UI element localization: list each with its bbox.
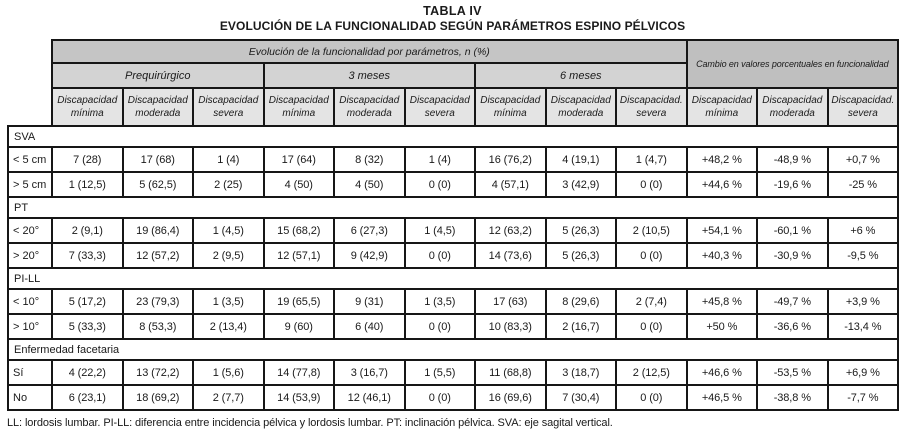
table-row (8, 360, 898, 385)
col-header: Discapacidad mínima (52, 88, 123, 126)
data-cell: 1 (5,6) (193, 360, 264, 385)
data-cell: 16 (69,6) (475, 385, 546, 410)
data-cell: 4 (50) (264, 172, 335, 197)
data-cell: 4 (50) (334, 172, 405, 197)
data-cell: 2 (16,7) (546, 314, 617, 339)
data-cell: 0 (0) (616, 243, 687, 268)
data-cell: 10 (83,3) (475, 314, 546, 339)
data-cell: 0 (0) (405, 385, 476, 410)
data-cell: 17 (68) (123, 147, 194, 172)
col-header: Discapacidad. severa (616, 88, 687, 126)
row-label: Sí (8, 360, 52, 385)
data-cell: 5 (26,3) (546, 243, 617, 268)
section-label: SVA (8, 126, 898, 147)
data-cell: -48,9 % (757, 147, 828, 172)
section-row (8, 126, 898, 147)
col-header: Discapacidad severa (193, 88, 264, 126)
data-cell: 14 (73,6) (475, 243, 546, 268)
data-cell: 1 (4) (193, 147, 264, 172)
data-cell: 16 (76,2) (475, 147, 546, 172)
data-cell: 14 (77,8) (264, 360, 335, 385)
data-cell: 2 (9,5) (193, 243, 264, 268)
data-cell: 2 (9,1) (52, 218, 123, 243)
data-cell: 5 (33,3) (52, 314, 123, 339)
data-cell: 5 (26,3) (546, 218, 617, 243)
col-header: Discapacidad severa (405, 88, 476, 126)
header-row-groups (8, 40, 898, 63)
data-cell: 6 (27,3) (334, 218, 405, 243)
section-label: PT (8, 197, 898, 218)
table-body (8, 126, 898, 410)
row-label: No (8, 385, 52, 410)
data-cell: 8 (29,6) (546, 289, 617, 314)
data-cell: +6,9 % (828, 360, 899, 385)
data-cell: 1 (4,5) (405, 218, 476, 243)
data-cell: 19 (86,4) (123, 218, 194, 243)
data-cell: 8 (53,3) (123, 314, 194, 339)
period-header-3-meses: 3 meses (264, 63, 476, 88)
data-cell: 0 (0) (616, 172, 687, 197)
data-cell: 0 (0) (405, 314, 476, 339)
data-cell: 2 (10,5) (616, 218, 687, 243)
data-cell: 17 (63) (475, 289, 546, 314)
data-cell: 14 (53,9) (264, 385, 335, 410)
data-cell: +0,7 % (828, 147, 899, 172)
section-label: PI-LL (8, 268, 898, 289)
table-row (8, 289, 898, 314)
row-label: < 5 cm (8, 147, 52, 172)
corner-blank (8, 88, 52, 126)
row-label: > 5 cm (8, 172, 52, 197)
data-cell: 12 (63,2) (475, 218, 546, 243)
data-cell: -36,6 % (757, 314, 828, 339)
data-cell: -49,7 % (757, 289, 828, 314)
subheader-row (8, 88, 898, 126)
data-cell: 5 (17,2) (52, 289, 123, 314)
data-cell: +46,5 % (687, 385, 758, 410)
data-cell: 3 (18,7) (546, 360, 617, 385)
data-cell: 1 (3,5) (193, 289, 264, 314)
data-cell: 2 (25) (193, 172, 264, 197)
table-row (8, 385, 898, 410)
table-row (8, 147, 898, 172)
data-cell: 6 (40) (334, 314, 405, 339)
table-row (8, 172, 898, 197)
data-cell: 9 (31) (334, 289, 405, 314)
table-header (8, 40, 898, 126)
section-label: Enfermedad facetaria (8, 339, 898, 360)
data-cell: 4 (19,1) (546, 147, 617, 172)
data-cell: 2 (13,4) (193, 314, 264, 339)
data-cell: -53,5 % (757, 360, 828, 385)
data-cell: +46,6 % (687, 360, 758, 385)
table-row (8, 243, 898, 268)
section-row (8, 197, 898, 218)
data-cell: -38,8 % (757, 385, 828, 410)
col-header: Discapacidad moderada (757, 88, 828, 126)
data-cell: 1 (4,5) (193, 218, 264, 243)
table-row (8, 218, 898, 243)
col-header: Discapacidad moderada (334, 88, 405, 126)
data-cell: 0 (0) (616, 314, 687, 339)
data-cell: 19 (65,5) (264, 289, 335, 314)
data-cell: 6 (23,1) (52, 385, 123, 410)
data-cell: 2 (7,7) (193, 385, 264, 410)
col-header: Discapacidad moderada (123, 88, 194, 126)
col-header: Discapacidad mínima (475, 88, 546, 126)
data-cell: +3,9 % (828, 289, 899, 314)
data-cell: +50 % (687, 314, 758, 339)
data-cell: 9 (42,9) (334, 243, 405, 268)
data-cell: +48,2 % (687, 147, 758, 172)
data-cell: 7 (30,4) (546, 385, 617, 410)
data-cell: 4 (57,1) (475, 172, 546, 197)
table-number: TABLA IV (423, 4, 482, 18)
data-cell: 12 (57,1) (264, 243, 335, 268)
data-cell: 13 (72,2) (123, 360, 194, 385)
period-header-6-meses: 6 meses (475, 63, 687, 88)
corner-blank (8, 40, 52, 63)
data-cell: 2 (7,4) (616, 289, 687, 314)
data-cell: -19,6 % (757, 172, 828, 197)
table-row (8, 314, 898, 339)
col-header: Discapacidad mínima (687, 88, 758, 126)
page-title: EVOLUCIÓN DE LA FUNCIONALIDAD SEGÚN PARÁMETROS ESPINO PÉLVICOS (219, 19, 686, 33)
data-cell: -9,5 % (828, 243, 899, 268)
corner-blank (8, 63, 52, 88)
data-cell: 7 (33,3) (52, 243, 123, 268)
data-cell: 12 (57,2) (123, 243, 194, 268)
evolution-group-header: Evolución de la funcionalidad por parámetros, n (%) (52, 40, 687, 63)
col-header: Discapacidad. severa (828, 88, 899, 126)
data-cell: -7,7 % (828, 385, 899, 410)
data-cell: 9 (60) (264, 314, 335, 339)
data-cell: +44,6 % (687, 172, 758, 197)
data-cell: +40,3 % (687, 243, 758, 268)
col-header: Discapacidad mínima (264, 88, 335, 126)
data-cell: 1 (3,5) (405, 289, 476, 314)
data-cell: 2 (12,5) (616, 360, 687, 385)
data-cell: 0 (0) (405, 172, 476, 197)
data-cell: 3 (42,9) (546, 172, 617, 197)
data-cell: 0 (0) (405, 243, 476, 268)
data-cell: 15 (68,2) (264, 218, 335, 243)
data-cell: 11 (68,8) (475, 360, 546, 385)
row-label: > 10° (8, 314, 52, 339)
data-cell: -30,9 % (757, 243, 828, 268)
data-cell: -13,4 % (828, 314, 899, 339)
data-cell: 18 (69,2) (123, 385, 194, 410)
data-cell: 1 (4,7) (616, 147, 687, 172)
data-cell: 17 (64) (264, 147, 335, 172)
data-cell: 0 (0) (616, 385, 687, 410)
data-cell: 4 (22,2) (52, 360, 123, 385)
change-group-header: Cambio en valores porcentuales en funcionalidad (687, 40, 899, 88)
data-table (7, 39, 899, 411)
row-label: < 10° (8, 289, 52, 314)
data-cell: 7 (28) (52, 147, 123, 172)
data-cell: -25 % (828, 172, 899, 197)
data-cell: -60,1 % (757, 218, 828, 243)
data-cell: +54,1 % (687, 218, 758, 243)
data-cell: 1 (4) (405, 147, 476, 172)
section-row (8, 339, 898, 360)
data-cell: 3 (16,7) (334, 360, 405, 385)
data-cell: 12 (46,1) (334, 385, 405, 410)
row-label: < 20° (8, 218, 52, 243)
col-header: Discapacidad moderada (546, 88, 617, 126)
data-cell: 1 (12,5) (52, 172, 123, 197)
data-cell: 1 (5,5) (405, 360, 476, 385)
footnote: LL: lordosis lumbar. PI-LL: diferencia entre incidencia pélvica y lordosis lumbar. PT: inclinación pélvica. SVA: eje sagital vertical. (7, 417, 613, 429)
data-cell: 23 (79,3) (123, 289, 194, 314)
table-caption (0, 0, 905, 34)
data-cell: +6 % (828, 218, 899, 243)
row-label: > 20° (8, 243, 52, 268)
section-row (8, 268, 898, 289)
period-header-prequirurgico: Prequirúrgico (52, 63, 264, 88)
data-cell: +45,8 % (687, 289, 758, 314)
data-cell: 8 (32) (334, 147, 405, 172)
data-cell: 5 (62,5) (123, 172, 194, 197)
